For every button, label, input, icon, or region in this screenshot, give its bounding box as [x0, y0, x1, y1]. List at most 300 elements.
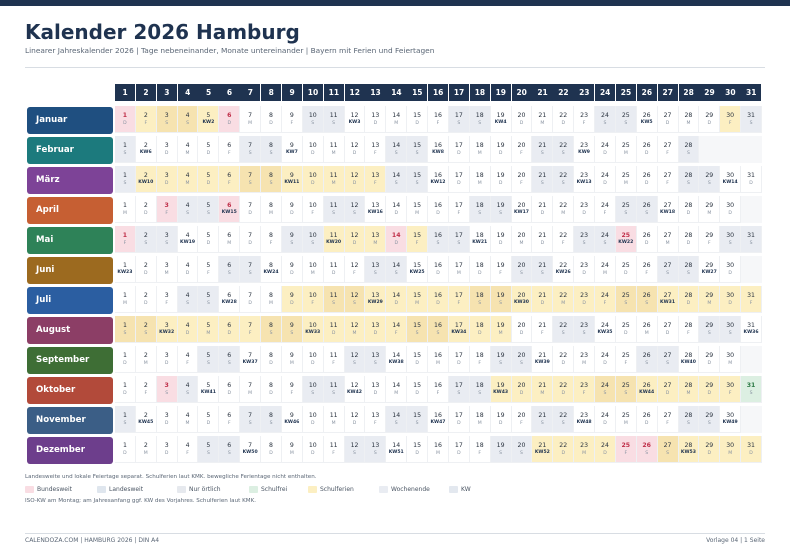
day-cell — [428, 376, 449, 403]
page-subtitle: Linearer Jahreskalender 2026 | Tage nebeneinander, Monate untereinander | Bayern mit Ferien und Feiertagen — [25, 46, 435, 55]
day-cell — [491, 376, 512, 403]
day-cell — [178, 316, 199, 343]
day-number: 15 — [413, 142, 422, 149]
weekday-abbr: F — [478, 361, 482, 366]
day-cell — [282, 406, 303, 433]
day-number: 15 — [413, 382, 422, 389]
day-cell — [553, 436, 574, 463]
weekday-abbr: F — [248, 331, 252, 336]
legend-label: Landesweit — [109, 486, 144, 493]
top-accent-bar — [0, 0, 790, 6]
weekday-abbr: F — [749, 301, 753, 306]
week-number: KW3 — [348, 120, 361, 125]
weekday-abbr: S — [373, 361, 377, 366]
day-number: 12 — [350, 172, 359, 179]
day-number: 13 — [371, 142, 380, 149]
day-number: 25 — [621, 382, 630, 389]
weekday-abbr: S — [332, 301, 336, 306]
weekday-abbr: D — [582, 271, 586, 276]
day-cell — [616, 226, 637, 253]
weekday-abbr: M — [122, 211, 127, 216]
day-cell — [365, 226, 386, 253]
day-number: 16 — [434, 352, 442, 359]
day-cell — [198, 226, 219, 253]
day-cell — [282, 256, 303, 283]
day-number: 30 — [726, 202, 735, 209]
day-number: 6 — [227, 172, 232, 179]
day-cell — [219, 436, 240, 463]
day-number: 13 — [371, 382, 380, 389]
day-number: 24 — [601, 202, 609, 209]
weekday-abbr: D — [665, 331, 670, 336]
weekday-abbr: D — [477, 271, 482, 276]
day-number: 25 — [621, 442, 631, 449]
day-number: 31 — [747, 322, 755, 329]
day-number: 29 — [705, 202, 714, 209]
day-cell — [219, 196, 240, 223]
weekday-abbr: F — [687, 331, 690, 336]
weekday-abbr: S — [686, 151, 690, 156]
weekday-abbr: D — [248, 211, 252, 216]
weekday-abbr: S — [206, 301, 210, 306]
day-cell — [720, 286, 741, 313]
weekday-abbr: D — [227, 391, 232, 396]
day-number: 16 — [434, 202, 442, 209]
day-cell — [512, 346, 533, 373]
day-cell — [157, 166, 178, 193]
weekday-abbr: D — [331, 331, 336, 336]
day-cell — [219, 346, 240, 373]
day-header: 18 — [470, 84, 490, 101]
day-cell — [178, 166, 199, 193]
day-number: 14 — [392, 412, 401, 419]
week-number: KW7 — [285, 150, 298, 155]
day-number: 10 — [308, 382, 317, 389]
day-cell — [115, 316, 136, 343]
day-number: 6 — [227, 202, 232, 209]
week-number: KW17 — [513, 210, 529, 215]
weekday-abbr: S — [186, 301, 189, 306]
day-cell — [386, 316, 407, 343]
weekday-abbr: M — [477, 421, 482, 426]
empty-cell — [699, 136, 720, 163]
weekday-abbr: F — [582, 391, 586, 396]
day-number: 26 — [642, 142, 651, 149]
day-cell — [595, 316, 616, 343]
day-number: 10 — [308, 142, 317, 149]
day-number: 1 — [122, 292, 127, 299]
day-number: 13 — [371, 322, 380, 329]
day-number: 19 — [496, 442, 505, 449]
day-cell — [491, 406, 512, 433]
weekday-abbr: S — [248, 181, 252, 186]
day-cell — [198, 406, 219, 433]
day-number: 7 — [248, 382, 253, 389]
day-number: 13 — [371, 352, 380, 359]
day-cell — [679, 346, 700, 373]
day-number: 1 — [122, 352, 127, 359]
weekday-abbr: D — [164, 421, 169, 426]
day-cell — [699, 376, 720, 403]
day-cell — [324, 316, 345, 343]
weekday-abbr: F — [290, 121, 294, 126]
weekday-abbr: S — [686, 181, 690, 186]
day-number: 17 — [454, 202, 463, 209]
day-cell — [616, 346, 637, 373]
weekday-abbr: S — [206, 211, 210, 216]
day-number: 16 — [434, 112, 442, 119]
day-number: 15 — [413, 322, 422, 329]
day-cell — [449, 346, 470, 373]
day-cell — [198, 136, 219, 163]
weekday-abbr: S — [520, 271, 523, 276]
day-number: 9 — [289, 382, 294, 389]
day-cell — [428, 346, 449, 373]
day-number: 15 — [413, 172, 422, 179]
day-cell — [637, 346, 658, 373]
day-number: 27 — [663, 442, 672, 449]
weekday-abbr: F — [290, 391, 294, 396]
day-cell — [679, 166, 700, 193]
day-cell — [512, 136, 533, 163]
day-cell — [449, 136, 470, 163]
day-number: 2 — [143, 322, 148, 329]
day-number: 3 — [164, 142, 169, 149]
day-number: 28 — [684, 262, 693, 269]
day-number: 13 — [371, 292, 380, 299]
day-cell — [449, 196, 470, 223]
day-cell — [261, 406, 282, 433]
day-cell — [136, 316, 157, 343]
day-cell — [219, 106, 240, 133]
day-number: 8 — [269, 322, 273, 329]
day-cell — [532, 436, 553, 463]
weekday-abbr: M — [373, 241, 378, 246]
week-number: KW19 — [180, 240, 196, 245]
weekday-abbr: D — [519, 331, 524, 336]
day-cell — [386, 286, 407, 313]
weekday-abbr: S — [123, 151, 127, 156]
weekday-abbr: D — [269, 451, 273, 456]
weekday-abbr: S — [290, 331, 294, 336]
day-cell — [324, 196, 345, 223]
weekday-abbr: F — [123, 241, 127, 246]
weekday-abbr: D — [561, 451, 565, 456]
weekday-abbr: F — [415, 241, 419, 246]
day-number: 6 — [227, 412, 232, 419]
weekday-abbr: S — [165, 391, 169, 396]
day-cell — [616, 256, 637, 283]
day-cell — [595, 106, 616, 133]
day-cell — [303, 316, 324, 343]
empty-cell — [741, 406, 762, 433]
weekday-abbr: D — [624, 331, 628, 336]
weekday-abbr: S — [645, 211, 649, 216]
weekday-abbr: F — [227, 181, 231, 186]
weekday-abbr: D — [352, 181, 357, 186]
day-cell — [679, 136, 700, 163]
day-cell — [595, 346, 616, 373]
day-number: 27 — [663, 262, 672, 269]
day-number: 24 — [601, 142, 609, 149]
day-number: 9 — [289, 172, 294, 179]
weekday-abbr: D — [290, 271, 294, 276]
day-cell — [699, 316, 720, 343]
weekday-abbr: M — [352, 331, 357, 336]
day-cell — [365, 196, 386, 223]
day-cell — [699, 286, 720, 313]
day-header: 25 — [616, 84, 636, 101]
day-number: 2 — [143, 442, 148, 449]
day-cell — [470, 286, 491, 313]
weekday-abbr: S — [373, 451, 377, 456]
day-cell — [261, 106, 282, 133]
day-cell — [449, 166, 470, 193]
weekday-abbr: D — [540, 211, 545, 216]
day-cell — [637, 436, 658, 463]
weekday-abbr: D — [457, 421, 461, 426]
weekday-abbr: D — [582, 211, 586, 216]
day-cell — [470, 196, 491, 223]
weekday-abbr: S — [561, 421, 565, 426]
day-number: 4 — [185, 232, 190, 239]
day-header: 15 — [407, 84, 427, 101]
day-cell — [386, 406, 407, 433]
weekday-abbr: D — [310, 421, 315, 426]
day-cell — [157, 376, 178, 403]
weekday-abbr: F — [186, 451, 189, 456]
week-number: KW40 — [680, 360, 696, 365]
day-number: 26 — [642, 262, 651, 269]
day-number: 11 — [329, 262, 338, 269]
weekday-abbr: S — [749, 391, 753, 396]
weekday-abbr: D — [457, 181, 461, 186]
weekday-abbr: D — [436, 301, 440, 306]
day-cell — [303, 226, 324, 253]
day-cell — [219, 136, 240, 163]
day-cell — [303, 196, 324, 223]
day-number: 10 — [308, 112, 317, 119]
day-cell — [699, 226, 720, 253]
day-number: 13 — [371, 112, 380, 119]
day-cell — [115, 346, 136, 373]
day-number: 30 — [726, 442, 735, 449]
day-header: 13 — [365, 84, 385, 101]
week-number: KW15 — [221, 210, 237, 215]
day-cell — [512, 406, 533, 433]
day-number: 20 — [517, 442, 526, 449]
day-number: 7 — [248, 172, 253, 179]
day-cell — [261, 136, 282, 163]
weekday-abbr: S — [227, 361, 231, 366]
day-number: 25 — [621, 292, 630, 299]
day-cell — [699, 436, 720, 463]
day-number: 4 — [185, 202, 190, 209]
day-cell — [157, 286, 178, 313]
day-number: 22 — [559, 262, 568, 269]
weekday-abbr: D — [290, 301, 294, 306]
weekday-abbr: S — [269, 331, 273, 336]
day-number: 4 — [185, 112, 190, 119]
weekday-abbr: F — [374, 151, 377, 156]
day-cell — [324, 346, 345, 373]
weekday-abbr: S — [749, 241, 753, 246]
day-number: 23 — [580, 322, 589, 329]
day-cell — [324, 376, 345, 403]
week-number: KW38 — [388, 360, 404, 365]
day-cell — [303, 136, 324, 163]
day-cell — [198, 166, 219, 193]
day-cell — [178, 226, 199, 253]
month-label: Februar — [27, 137, 113, 164]
day-number: 4 — [185, 442, 190, 449]
weekday-abbr: S — [603, 241, 607, 246]
day-cell — [679, 106, 700, 133]
weekday-abbr: D — [164, 361, 169, 366]
week-number: KW48 — [576, 420, 592, 425]
day-number: 24 — [601, 172, 609, 179]
day-number: 6 — [227, 382, 232, 389]
weekday-abbr: S — [645, 301, 649, 306]
day-cell — [115, 196, 136, 223]
day-cell — [553, 376, 574, 403]
day-number: 10 — [308, 442, 317, 449]
weekday-abbr: M — [707, 301, 712, 306]
week-number: KW6 — [139, 150, 152, 155]
weekday-abbr: F — [311, 301, 315, 306]
day-number: 19 — [496, 172, 505, 179]
weekday-abbr: M — [331, 181, 336, 186]
day-cell — [386, 106, 407, 133]
legend-label: Schulfrei — [261, 486, 288, 493]
day-number: 13 — [371, 202, 380, 209]
day-cell — [616, 136, 637, 163]
weekday-abbr: M — [623, 421, 628, 426]
day-cell — [303, 106, 324, 133]
day-cell — [345, 106, 366, 133]
day-cell — [345, 136, 366, 163]
day-number: 25 — [621, 232, 631, 239]
weekday-abbr: S — [373, 271, 377, 276]
day-cell — [491, 166, 512, 193]
day-cell — [470, 436, 491, 463]
day-number: 9 — [289, 412, 294, 419]
day-number: 3 — [164, 412, 169, 419]
day-header: 26 — [637, 84, 657, 101]
day-number: 15 — [413, 262, 422, 269]
day-number: 16 — [434, 322, 442, 329]
day-header: 7 — [240, 84, 260, 101]
day-cell — [324, 226, 345, 253]
day-number: 21 — [538, 202, 547, 209]
weekday-abbr: D — [123, 121, 127, 126]
weekday-abbr: D — [686, 301, 691, 306]
day-number: 7 — [248, 322, 253, 329]
day-cell — [658, 226, 679, 253]
day-cell — [261, 376, 282, 403]
day-cell — [553, 316, 574, 343]
day-cell — [574, 136, 595, 163]
day-number: 27 — [663, 322, 672, 329]
day-cell — [407, 286, 428, 313]
weekday-abbr: D — [206, 241, 211, 246]
day-number: 27 — [663, 142, 672, 149]
day-cell — [679, 376, 700, 403]
legend-label: Bundesweit — [37, 486, 72, 493]
day-number: 8 — [269, 202, 273, 209]
weekday-abbr: S — [206, 451, 210, 456]
day-cell — [261, 226, 282, 253]
day-number: 1 — [122, 202, 127, 209]
day-number: 12 — [350, 262, 359, 269]
day-cell — [324, 286, 345, 313]
weekday-abbr: M — [498, 331, 503, 336]
day-number: 21 — [538, 112, 547, 119]
weekday-abbr: S — [666, 361, 670, 366]
day-cell — [157, 136, 178, 163]
day-number: 14 — [392, 142, 401, 149]
day-cell — [178, 106, 199, 133]
day-cell — [428, 196, 449, 223]
day-number: 13 — [371, 442, 380, 449]
day-header: 19 — [491, 84, 511, 101]
day-number: 26 — [642, 112, 651, 119]
day-number: 10 — [308, 322, 317, 329]
weekday-abbr: S — [540, 271, 544, 276]
weekday-abbr: S — [728, 241, 732, 246]
day-cell — [386, 346, 407, 373]
day-number: 24 — [601, 412, 609, 419]
day-number: 22 — [559, 352, 568, 359]
day-cell — [365, 346, 386, 373]
day-number: 8 — [269, 172, 273, 179]
day-cell — [261, 346, 282, 373]
day-cell — [178, 256, 199, 283]
day-cell — [407, 196, 428, 223]
day-number: 1 — [122, 112, 128, 119]
day-cell — [282, 286, 303, 313]
weekday-abbr: M — [164, 271, 169, 276]
day-number: 2 — [143, 142, 148, 149]
weekday-abbr: S — [728, 331, 732, 336]
day-cell — [115, 226, 136, 253]
day-header: 1 — [115, 84, 135, 101]
weekday-abbr: D — [123, 361, 127, 366]
day-number: 18 — [475, 202, 484, 209]
day-number: 26 — [642, 382, 651, 389]
day-number: 23 — [580, 232, 589, 239]
day-number: 11 — [329, 442, 338, 449]
weekday-abbr: M — [415, 301, 420, 306]
day-number: 8 — [269, 142, 273, 149]
day-number: 7 — [248, 142, 253, 149]
weekday-abbr: S — [144, 331, 148, 336]
day-cell — [115, 376, 136, 403]
weekday-abbr: D — [269, 121, 273, 126]
legend-swatch — [177, 486, 186, 493]
day-cell — [198, 286, 219, 313]
day-number: 5 — [206, 232, 211, 239]
day-cell — [282, 376, 303, 403]
weekday-abbr: S — [645, 451, 649, 456]
day-header: 12 — [345, 84, 365, 101]
day-cell — [532, 376, 553, 403]
day-number: 11 — [329, 352, 338, 359]
weekday-abbr: D — [498, 181, 503, 186]
day-cell — [303, 406, 324, 433]
day-number: 24 — [601, 322, 609, 329]
day-number: 9 — [289, 442, 294, 449]
